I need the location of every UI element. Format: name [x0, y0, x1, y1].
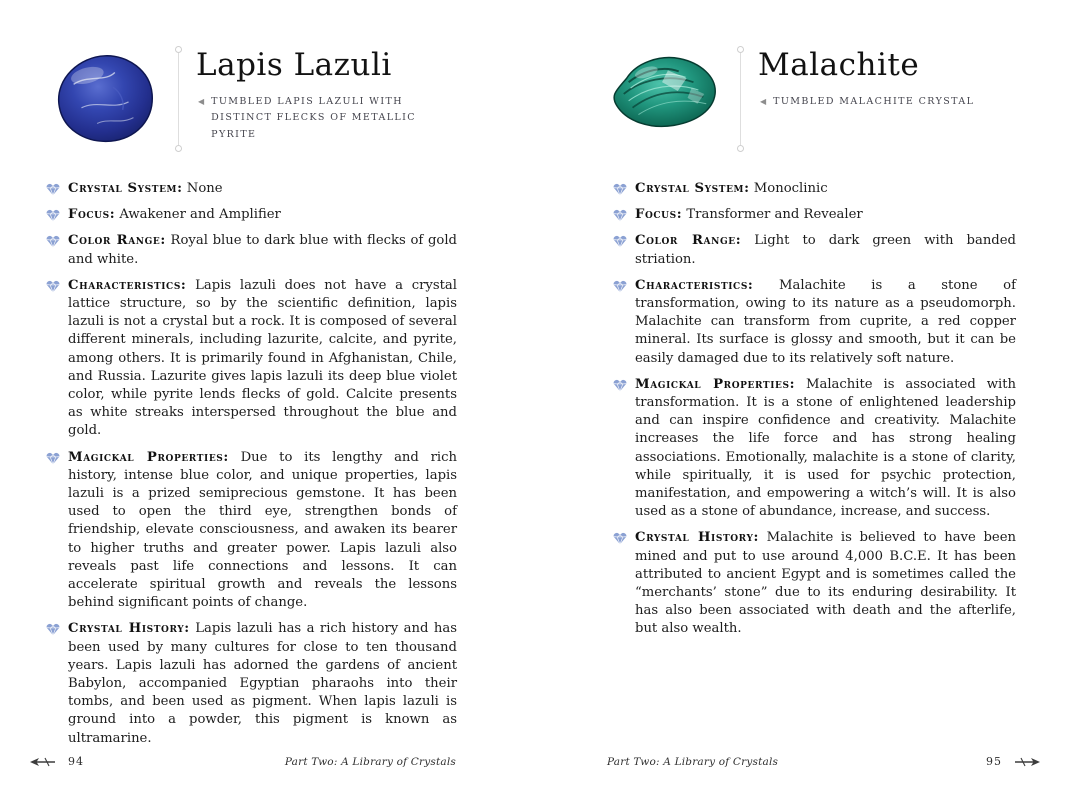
section-label: Focus: — [635, 207, 683, 223]
entry-section-row — [40, 232, 457, 268]
section-text: Transformer and Revealer — [686, 207, 863, 223]
header-text — [196, 46, 457, 144]
caption-text: TUMBLED MALACHITE CRYSTAL — [773, 95, 975, 107]
footer-arrow-right-icon — [1014, 757, 1040, 767]
entry-section-row — [607, 277, 1016, 368]
gem-heart-bullet-icon — [613, 183, 627, 196]
folio-left — [30, 755, 456, 768]
section-text: Malachite is believed to have been mined and put to use around 4,000 B.C.E. It has been attributed to ancient Egypt and is sometimes called the “merchants’ stone” due to its enduring desirability. It has also been associated with death and the afterlife, but also wealth. — [635, 530, 1016, 637]
page-title: Lapis Lazuli — [196, 47, 392, 83]
section-label: Crystal History: — [68, 621, 190, 637]
section-text: Awakener and Amplifier — [119, 207, 281, 223]
entry-section-row — [607, 376, 1016, 522]
entry-section-row — [40, 277, 457, 441]
section-paragraph — [635, 206, 1016, 224]
section-text: Royal blue to dark blue with flecks of gold and white. — [68, 233, 457, 267]
entry-header-lapis — [40, 46, 457, 158]
caption-pointer-icon: ◀ — [760, 96, 767, 106]
section-label: Color Range: — [635, 233, 742, 249]
header-divider — [737, 46, 744, 152]
section-text: Malachite is a stone of transformation, owing to its nature as a pseudomorph. Malachite can transform from cuprite, a red copper mineral. Its surface is glossy and smooth, but it can be easily damaged due to its relatively soft nature. — [635, 277, 1016, 366]
header-text — [758, 46, 1016, 110]
folio-right — [607, 755, 1040, 768]
section-paragraph — [68, 620, 457, 747]
gem-heart-bullet-icon — [613, 532, 627, 545]
section-text: Lapis lazuli does not have a crystal lattice structure, so by the scientific definition, lapis lazuli is not a crystal but a rock. It is composed of several different minerals, including lazurite, calcite, and pyrite, among others. It is primarily found in Afghanistan, Chile, and Russia. Lazurite gives lapis lazuli its deep blue violet color, while pyrite lends flecks of gold. Calcite presents as white streaks interspersed throughout the blue and gold. — [68, 277, 457, 439]
entry-sections — [607, 180, 1016, 639]
section-label: Color Range: — [68, 233, 166, 249]
gem-heart-bullet-icon — [613, 280, 627, 293]
lapis-stone-photo — [54, 52, 157, 148]
entry-sections — [40, 180, 457, 748]
entry-section-row — [607, 529, 1016, 638]
section-paragraph — [635, 529, 1016, 638]
running-title: Part Two: A Library of Crystals — [284, 755, 456, 768]
entry-header-malachite — [607, 46, 1016, 158]
entry-section-row — [40, 180, 457, 198]
entry-section-row — [40, 620, 457, 747]
section-text: Monoclinic — [753, 181, 828, 196]
entry-section-row — [607, 180, 1016, 198]
gem-heart-bullet-icon — [46, 235, 60, 248]
section-label: Magickal Properties: — [635, 376, 796, 392]
section-text: Lapis lazuli has a rich history and has been used by many cultures for close to ten thousand years. Lapis lazuli has adorned the gardens of ancient Babylon, accompanied Egyptian pharaohs into their tombs, and been used as pigment. When lapis lazuli is ground into a powder, this pigment is known as ultramarine. — [68, 621, 457, 746]
gem-heart-bullet-icon — [46, 452, 60, 465]
gem-heart-bullet-icon — [613, 235, 627, 248]
section-text: Due to its lengthy and rich history, intense blue color, and unique properties, lapis lazuli is a prized semiprecious gemstone. It has been used to open the third eye, strengthen bonds of friendship, elevate consciousness, and awaken its bearer to higher truths and greater power. Lapis lazuli also reveals past life connections and lessons. It can accelerate spiritual growth and reveals the lessons behind significant points of change. — [68, 449, 457, 611]
section-paragraph — [68, 232, 457, 268]
gem-heart-bullet-icon — [46, 209, 60, 222]
entry-section-row — [40, 449, 457, 613]
section-text: Light to dark green with banded striation. — [635, 233, 1016, 267]
section-paragraph — [68, 449, 457, 613]
gem-heart-bullet-icon — [46, 280, 60, 293]
entry-section-row — [40, 206, 457, 224]
section-paragraph — [635, 180, 1016, 198]
header-divider — [175, 46, 182, 152]
section-label: Characteristics: — [635, 277, 754, 293]
entry-section-row — [607, 232, 1016, 268]
section-label: Crystal System: — [635, 181, 750, 196]
page-number: 94 — [68, 755, 84, 768]
section-paragraph — [68, 206, 457, 224]
section-paragraph — [635, 376, 1016, 522]
section-paragraph — [68, 277, 457, 441]
section-text: None — [186, 181, 223, 196]
gem-heart-bullet-icon — [46, 623, 60, 636]
photo-caption — [198, 94, 450, 144]
page-malachite — [533, 0, 1066, 800]
section-label: Characteristics: — [68, 277, 187, 293]
caption-pointer-icon: ◀ — [198, 96, 205, 106]
gem-heart-bullet-icon — [613, 209, 627, 222]
malachite-stone-photo — [609, 52, 719, 136]
section-label: Magickal Properties: — [68, 449, 229, 465]
entry-section-row — [607, 206, 1016, 224]
section-paragraph — [635, 277, 1016, 368]
section-label: Crystal System: — [68, 181, 183, 196]
page-number: 95 — [986, 755, 1002, 768]
photo-caption — [760, 94, 1012, 111]
section-label: Crystal History: — [635, 530, 759, 546]
running-title: Part Two: A Library of Crystals — [607, 755, 779, 768]
section-text: Malachite is associated with transformation. It is a stone of enlightened leadership and can inspire confidence and creativity. Malachite increases the life force and has strong healing associations. Emotionally, malachite is a stone of clarity, while spiritually, it is used for psychic protection, manifestation, and empowering a witch’s will. It is also used as a stone of abundance, increase, and success. — [635, 376, 1016, 520]
section-paragraph — [68, 180, 457, 198]
gem-heart-bullet-icon — [613, 379, 627, 392]
gem-heart-bullet-icon — [46, 183, 60, 196]
caption-text: TUMBLED LAPIS LAZULI WITH DISTINCT FLECKS OF METALLIC PYRITE — [211, 95, 416, 140]
footer-arrow-left-icon — [30, 757, 56, 767]
section-paragraph — [635, 232, 1016, 268]
section-label: Focus: — [68, 207, 116, 223]
page-title: Malachite — [758, 47, 920, 83]
